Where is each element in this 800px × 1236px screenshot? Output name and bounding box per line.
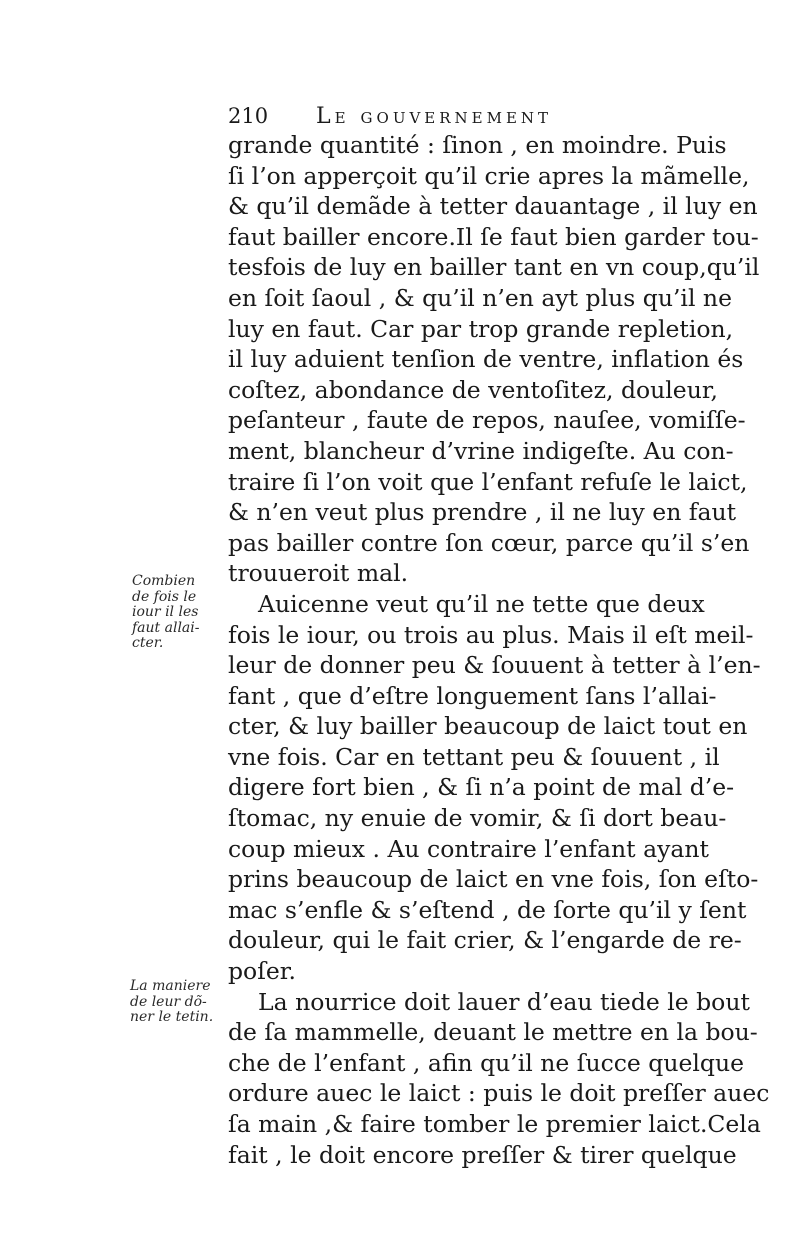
text-line: fait , le doit encore preſſer & tirer quelque <box>228 1140 737 1169</box>
text-line: de ſa mammelle, deuant le mettre en la bou- <box>228 1018 758 1047</box>
text-line: vne fois. Car en tettant peu & ſouuent , il <box>228 742 720 771</box>
running-title: Le gouvernement <box>316 104 553 129</box>
text-line: ſtomac, ny enuie de vomir, & ſi dort beau- <box>228 804 727 833</box>
text-line: ſi l’on apperçoit qu’il crie apres la mãmelle, <box>228 161 750 190</box>
text-line: ment, blancheur d’vrine indigeſte. Au con- <box>228 436 734 465</box>
margin-note-line: faut allai- <box>132 619 200 636</box>
text-line: che de l’enfant , afin qu’il ne ſucce quelque <box>228 1048 744 1077</box>
text-line: douleur, qui le fait crier, & l’engarde de re- <box>228 926 742 955</box>
text-line: ſa main ,& faire tomber le premier laict.Cela <box>228 1110 761 1138</box>
text-line: fant , que d’eſtre longuement ſans l’allai- <box>228 681 717 710</box>
paragraph-first-line: Auicenne veut qu’il ne tette que deux <box>258 589 705 618</box>
page-number: 210 <box>228 104 269 128</box>
margin-note-line: La maniere <box>130 978 211 994</box>
margin-note-giving-teat <box>130 979 226 1026</box>
margin-note-line: cter. <box>132 635 164 651</box>
text-line: coup mieux . Au contraire l’enfant ayant <box>228 834 709 863</box>
text-line: traire ſi l’on voit que l’enfant refuſe le laict, <box>228 467 748 496</box>
text-line: ordure auec le laict : puis le doit preſſer auec <box>228 1079 770 1108</box>
text-line: coſtez, abondance de ventoſitez, douleur, <box>228 375 718 404</box>
text-line: tesfois de luy en bailler tant en vn coup,qu’il <box>228 253 760 282</box>
text-line: & n’en veut plus prendre , il ne luy en faut <box>228 498 737 527</box>
text-line: grande quantité : ſinon , en moindre. Puis <box>228 131 727 159</box>
text-line: & qu’il demãde à tetter dauantage , il luy en <box>228 192 758 221</box>
paragraph-first-line: La nourrice doit lauer d’eau tiede le bout <box>258 987 750 1016</box>
text-line: faut bailler encore.Il ſe faut bien garder tou- <box>228 222 759 251</box>
text-line: leur de donner peu & ſouuent à tetter à l’en- <box>228 651 761 680</box>
margin-note-feeding-frequency <box>132 574 222 652</box>
margin-note-line: de fois le <box>132 588 197 605</box>
text-line: pas bailler contre ſon cœur, parce qu’il s’en <box>228 528 750 557</box>
margin-note-line: iour il les <box>132 604 199 620</box>
text-line: en ſoit ſaoul , & qu’il n’en ayt plus qu’il ne <box>228 283 732 312</box>
text-line: il luy aduient tenſion de ventre, inflation és <box>228 345 744 374</box>
text-line: fois le iour, ou trois au plus. Mais il eſt meil- <box>228 620 754 649</box>
text-line: cter, & luy bailler beaucoup de laict tout en <box>228 712 748 741</box>
text-line: digere fort bien , & ſi n’a point de mal d’e- <box>228 773 735 802</box>
text-line: peſanteur , faute de repos, nauſee, vomiſſe- <box>228 406 746 435</box>
text-line: poſer. <box>228 957 296 986</box>
text-line: trouueroit mal. <box>228 559 409 588</box>
text-line: mac s’enfle & s’eſtend , de ſorte qu’il y ſent <box>228 895 747 924</box>
margin-note-line: Combien <box>132 573 196 589</box>
margin-note-line: de leur dõ- <box>130 993 207 1010</box>
text-line: luy en faut. Car par trop grande repletion, <box>228 314 734 343</box>
text-line: prins beaucoup de laict en vne fois, ſon eſto- <box>228 865 759 894</box>
body-text <box>228 130 770 1170</box>
margin-note-line: ner le tetin. <box>130 1009 214 1025</box>
